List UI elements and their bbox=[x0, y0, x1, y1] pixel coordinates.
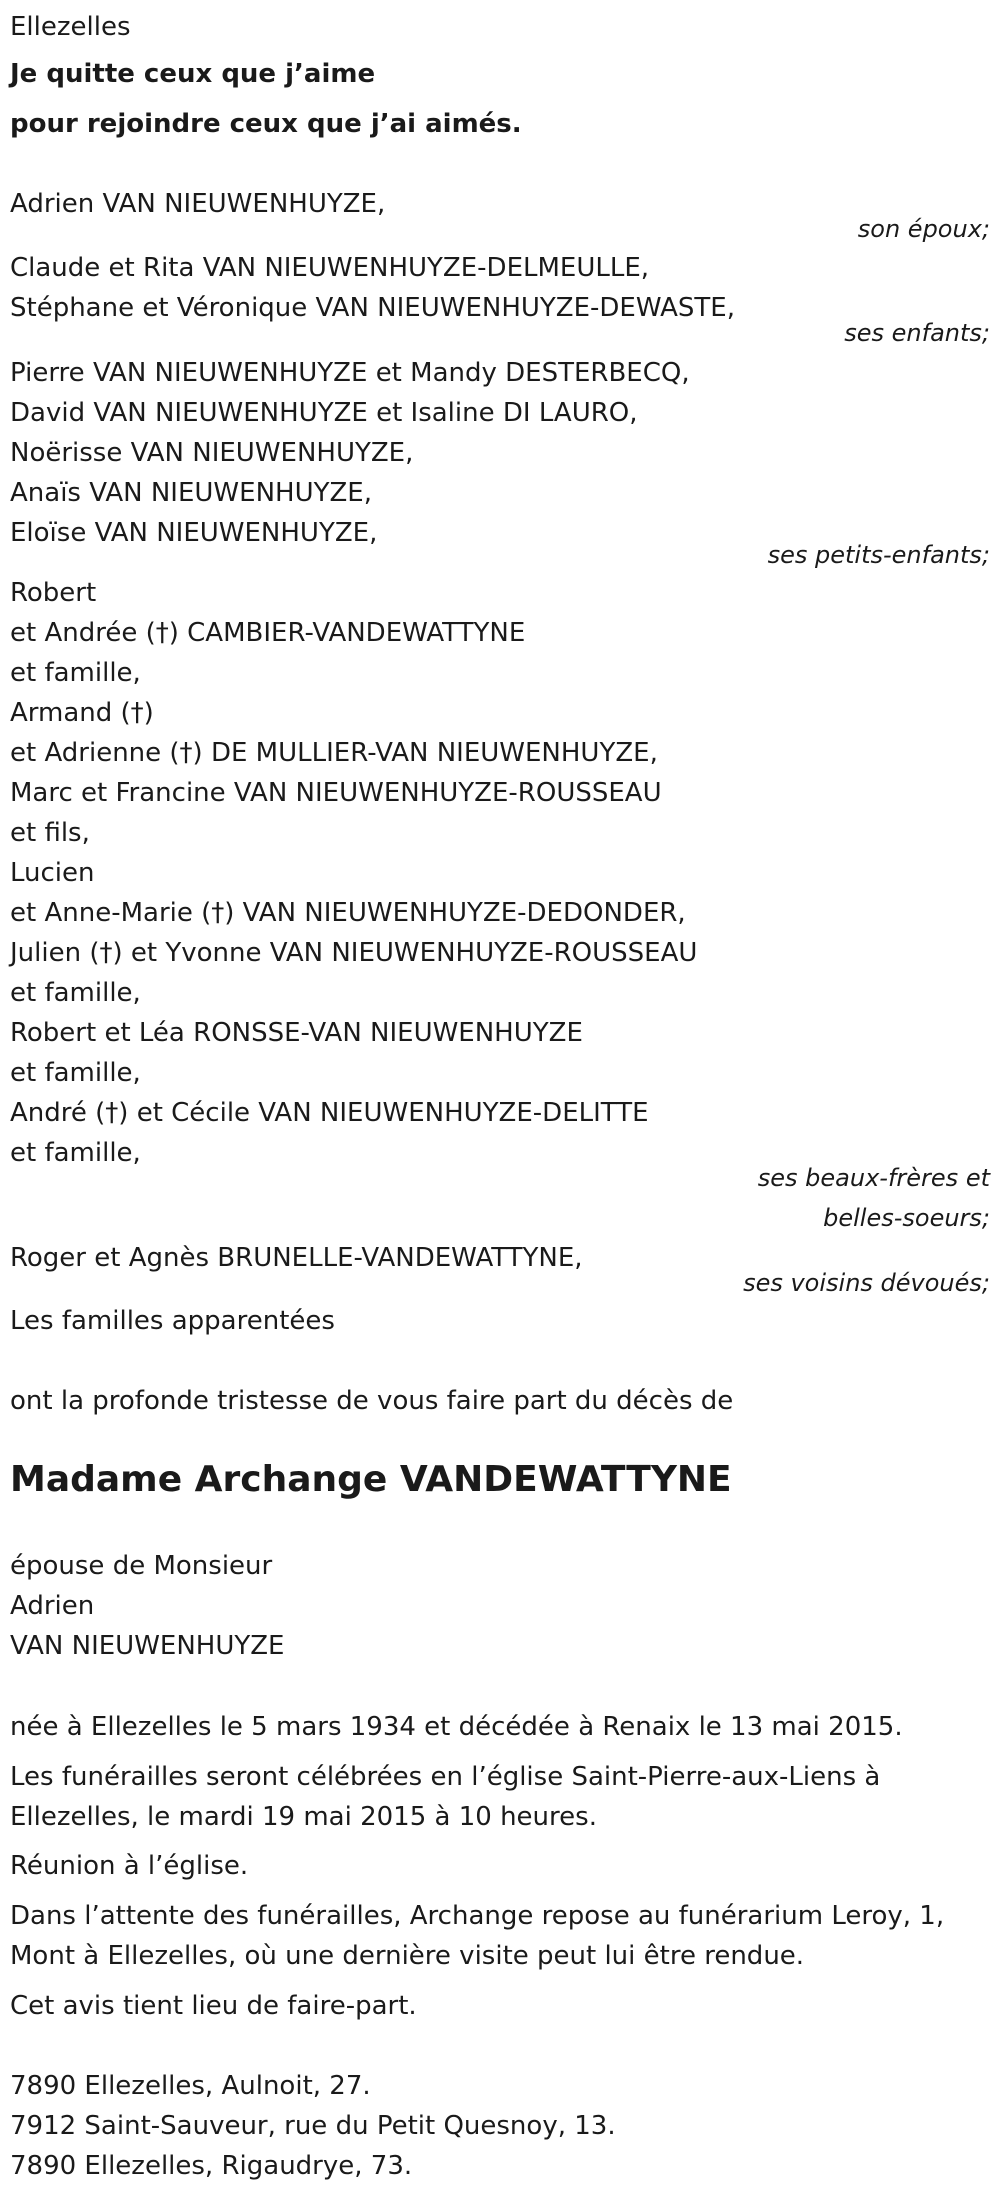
spouse-of-line: épouse de Monsieur bbox=[10, 1551, 273, 1581]
notice: Cet avis tient lieu de faire-part. bbox=[10, 1991, 417, 2021]
neighbour-line: Roger et Agnès BRUNELLE-VANDEWATTYNE, bbox=[10, 1243, 583, 1273]
grandchild-line: David VAN NIEUWENHUYZE et Isaline DI LAURO, bbox=[10, 398, 638, 428]
location: Ellezelles bbox=[10, 12, 131, 42]
in-laws-role-line-2: belles-soeurs; bbox=[823, 1204, 990, 1232]
in-law-line: Robert et Léa RONSSE-VAN NIEUWENHUYZE bbox=[10, 1018, 583, 1048]
spouse-name: Adrien VAN NIEUWENHUYZE, bbox=[10, 189, 386, 219]
grandchild-line: Eloïse VAN NIEUWENHUYZE, bbox=[10, 518, 378, 548]
child-line: Stéphane et Véronique VAN NIEUWENHUYZE-DEWASTE, bbox=[10, 293, 736, 323]
in-law-line: Julien (†) et Yvonne VAN NIEUWENHUYZE-ROUSSEAU bbox=[10, 938, 698, 968]
in-law-line: Armand (†) bbox=[10, 698, 154, 728]
in-law-line: et famille, bbox=[10, 658, 141, 688]
quote-line-2: pour rejoindre ceux que j’ai aimés. bbox=[10, 109, 522, 139]
deceased-name: Madame Archange VANDEWATTYNE bbox=[10, 1459, 732, 1500]
grandchild-line: Pierre VAN NIEUWENHUYZE et Mandy DESTERBECQ, bbox=[10, 358, 690, 388]
grandchild-line: Noërisse VAN NIEUWENHUYZE, bbox=[10, 438, 414, 468]
children-role: ses enfants; bbox=[844, 319, 990, 347]
in-law-line: et famille, bbox=[10, 978, 141, 1008]
funeral-line-2: Ellezelles, le mardi 19 mai 2015 à 10 heures. bbox=[10, 1802, 597, 1832]
address-line: 7890 Ellezelles, Rigaudrye, 73. bbox=[10, 2151, 413, 2181]
in-law-line: et Adrienne (†) DE MULLIER-VAN NIEUWENHUYZE, bbox=[10, 738, 658, 768]
in-law-line: André (†) et Cécile VAN NIEUWENHUYZE-DELITTE bbox=[10, 1098, 649, 1128]
viewing-line-1: Dans l’attente des funérailles, Archange repose au funérarium Leroy, 1, bbox=[10, 1901, 945, 1931]
in-law-line: et Andrée (†) CAMBIER-VANDEWATTYNE bbox=[10, 618, 526, 648]
address-line: 7890 Ellezelles, Aulnoit, 27. bbox=[10, 2071, 371, 2101]
child-line: Claude et Rita VAN NIEUWENHUYZE-DELMEULLE, bbox=[10, 253, 650, 283]
birth-death: née à Ellezelles le 5 mars 1934 et décédée à Renaix le 13 mai 2015. bbox=[10, 1712, 903, 1742]
spouse-role: son époux; bbox=[857, 215, 990, 243]
viewing-line-2: Mont à Ellezelles, où une dernière visite peut lui être rendue. bbox=[10, 1941, 805, 1971]
in-law-line: et famille, bbox=[10, 1138, 141, 1168]
in-laws-role-line-1: ses beaux-frères et bbox=[757, 1164, 990, 1192]
in-law-line: Robert bbox=[10, 578, 97, 608]
in-law-line: Lucien bbox=[10, 858, 95, 888]
grandchildren-role: ses petits-enfants; bbox=[767, 541, 990, 569]
quote-line-1: Je quitte ceux que j’aime bbox=[10, 59, 376, 89]
meeting: Réunion à l’église. bbox=[10, 1851, 249, 1881]
address-line: 7912 Saint-Sauveur, rue du Petit Quesnoy, 13. bbox=[10, 2111, 616, 2141]
funeral-line-1: Les funérailles seront célébrées en l’église Saint-Pierre-aux-Liens à bbox=[10, 1762, 881, 1792]
in-law-line: et fils, bbox=[10, 818, 90, 848]
announcement: ont la profonde tristesse de vous faire part du décès de bbox=[10, 1386, 734, 1416]
spouse-of-line: Adrien bbox=[10, 1591, 95, 1621]
neighbours-role: ses voisins dévoués; bbox=[743, 1269, 990, 1297]
in-law-line: Marc et Francine VAN NIEUWENHUYZE-ROUSSEAU bbox=[10, 778, 662, 808]
grandchild-line: Anaïs VAN NIEUWENHUYZE, bbox=[10, 478, 372, 508]
related-families: Les familles apparentées bbox=[10, 1306, 335, 1336]
spouse-of-line: VAN NIEUWENHUYZE bbox=[10, 1631, 285, 1661]
in-law-line: et famille, bbox=[10, 1058, 141, 1088]
in-law-line: et Anne-Marie (†) VAN NIEUWENHUYZE-DEDONDER, bbox=[10, 898, 686, 928]
